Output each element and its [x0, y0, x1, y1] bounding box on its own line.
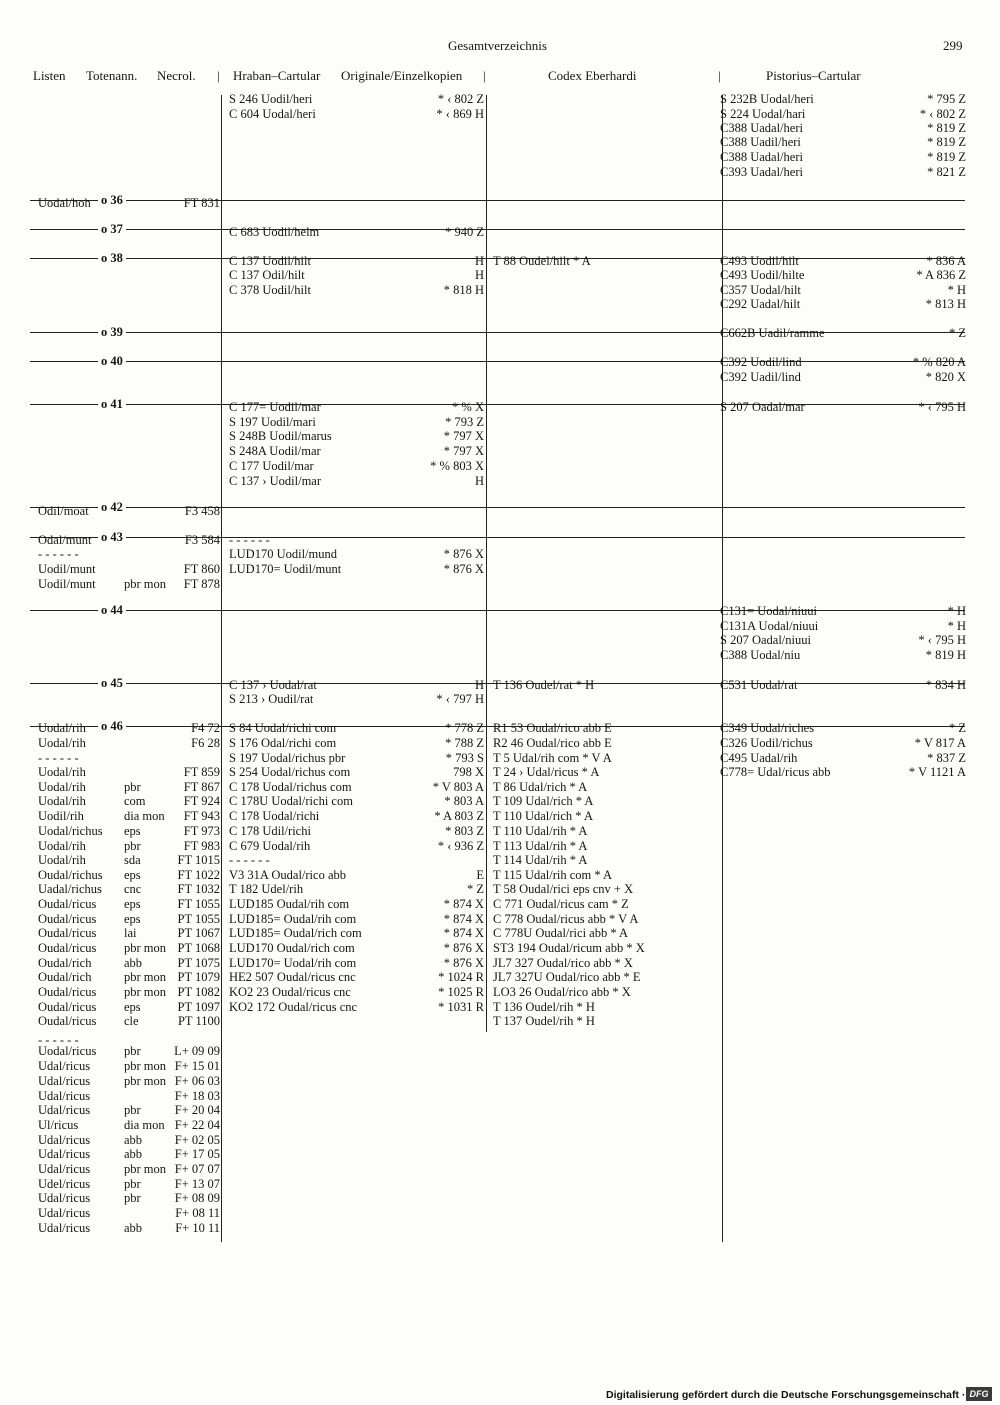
cell-b: pbr: [124, 1044, 141, 1058]
cell-h: * A 836 Z: [916, 268, 966, 282]
section-label: o 43: [98, 530, 126, 544]
cell-h: * Z: [948, 721, 966, 735]
cell-a: Udal/ricus: [38, 1103, 91, 1117]
cell-c: FT 1022: [177, 868, 220, 882]
cell-f: C 778U Oudal/rici abb * A: [493, 926, 629, 940]
cell-d: LUD185 Oudal/rih com: [229, 897, 350, 911]
cell-e: * 876 X: [443, 956, 484, 970]
column-header-listen: Listen: [33, 68, 66, 83]
cell-h: * 821 Z: [927, 165, 966, 179]
cell-e: * 940 Z: [445, 225, 484, 239]
cell-e: * 874 X: [443, 926, 484, 940]
cell-a: Udel/ricus: [38, 1177, 91, 1191]
cell-h: * H: [947, 619, 966, 633]
cell-h: * % 820 A: [912, 355, 966, 369]
cell-d: LUD185= Oudal/rich com: [229, 926, 362, 940]
cell-f: T 115 Udal/rih com * A: [493, 868, 613, 882]
cell-d: - - - - - -: [229, 853, 270, 867]
cell-b: abb: [124, 956, 143, 970]
column-rule: [486, 95, 487, 1032]
cell-e: * 778 Z: [445, 721, 484, 735]
cell-g: C388 Uodal/niu: [720, 648, 801, 662]
cell-b: eps: [124, 824, 141, 838]
column-separator: |: [483, 68, 486, 83]
cell-g: C778= Udal/ricus abb: [720, 765, 831, 779]
cell-b: com: [124, 794, 146, 808]
cell-h: * 813 H: [925, 297, 966, 311]
cell-g: C388 Uadal/heri: [720, 150, 803, 164]
cell-c: PT 1079: [177, 970, 220, 984]
section-label: o 42: [98, 500, 126, 514]
cell-b: pbr mon: [124, 1074, 167, 1088]
cell-g: C326 Uodil/richus: [720, 736, 813, 750]
cell-f: T 5 Udal/rih com * V A: [493, 751, 612, 765]
cell-h: * 837 Z: [927, 751, 966, 765]
cell-c: FT 867: [183, 780, 220, 794]
cell-e: * A 803 Z: [434, 809, 484, 823]
cell-c: FT 973: [183, 824, 220, 838]
section-rule: [30, 200, 965, 201]
cell-h: * V 817 A: [914, 736, 966, 750]
cell-c: F+ 18 03: [174, 1089, 220, 1103]
cell-c: F+ 08 09: [174, 1191, 220, 1205]
column-header-codex-eberhardi: Codex Eberhardi: [548, 68, 637, 83]
cell-c: PT 1075: [177, 956, 220, 970]
cell-d: LUD170= Uodal/rih com: [229, 956, 357, 970]
cell-e: * 793 S: [445, 751, 484, 765]
cell-c: F3 584: [184, 533, 220, 547]
column-rule: [221, 95, 222, 1242]
cell-e: * % 803 X: [430, 459, 484, 473]
cell-c: L+ 09 09: [174, 1044, 220, 1058]
cell-a: Uodil/munt: [38, 577, 96, 591]
cell-f: T 24 › Udal/ricus * A: [493, 765, 600, 779]
cell-d: C 378 Uodil/hilt: [229, 283, 311, 297]
cell-c: F+ 17 05: [174, 1147, 220, 1161]
cell-e: H: [474, 678, 484, 692]
cell-f: T 114 Udal/rih * A: [493, 853, 588, 867]
cell-f: R2 46 Oudal/rico abb E: [493, 736, 612, 750]
cell-a: Odil/moat: [38, 504, 89, 518]
cell-c: F+ 06 03: [174, 1074, 220, 1088]
cell-d: LUD170= Uodil/munt: [229, 562, 342, 576]
cell-f: T 86 Udal/rich * A: [493, 780, 588, 794]
cell-a: Oudal/ricus: [38, 941, 97, 955]
cell-d: S 176 Odal/richi com: [229, 736, 337, 750]
cell-a: Ul/ricus: [38, 1118, 79, 1132]
cell-h: * ‹ 802 Z: [919, 107, 966, 121]
cell-d: LUD170 Uodil/mund: [229, 547, 337, 561]
cell-b: cle: [124, 1014, 139, 1028]
cell-e: * 797 X: [443, 429, 484, 443]
section-label: o 39: [98, 325, 126, 339]
column-separator: |: [718, 68, 721, 83]
cell-d: C 137 › Uodal/rat: [229, 678, 317, 692]
cell-d: KO2 23 Oudal/ricus cnc: [229, 985, 351, 999]
cell-b: pbr mon: [124, 970, 167, 984]
cell-h: * 795 Z: [927, 92, 966, 106]
page-title: Gesamtverzeichnis: [448, 38, 547, 53]
cell-g: C493 Uodil/hilte: [720, 268, 805, 282]
cell-e: * 803 Z: [445, 824, 484, 838]
cell-d: - - - - - -: [229, 533, 270, 547]
cell-c: F+ 02 05: [174, 1133, 220, 1147]
section-rule: [30, 537, 965, 538]
cell-h: * 819 H: [925, 648, 966, 662]
column-header-necrol: Necrol.: [157, 68, 196, 83]
cell-e: * 876 X: [443, 941, 484, 955]
cell-g: C392 Uadil/lind: [720, 370, 801, 384]
cell-d: C 178 Uodal/richus com: [229, 780, 352, 794]
cell-a: Oudal/rich: [38, 970, 92, 984]
cell-g: C131= Uodal/niuui: [720, 604, 817, 618]
cell-e: * 788 Z: [445, 736, 484, 750]
cell-d: S 254 Uodal/richus com: [229, 765, 351, 779]
cell-a: Oudal/ricus: [38, 926, 97, 940]
cell-d: S 84 Uodal/richi com: [229, 721, 337, 735]
cell-b: eps: [124, 897, 141, 911]
cell-c: FT 860: [183, 562, 220, 576]
cell-f: T 113 Udal/rih * A: [493, 839, 588, 853]
cell-d: S 248A Uodil/mar: [229, 444, 321, 458]
cell-c: F+ 22 04: [174, 1118, 220, 1132]
cell-c: FT 924: [183, 794, 220, 808]
section-rule: [30, 361, 965, 362]
cell-a: Oudal/ricus: [38, 1000, 97, 1014]
cell-h: * V 1121 A: [908, 765, 966, 779]
cell-e: * 876 X: [443, 562, 484, 576]
cell-a: Oudal/ricus: [38, 897, 97, 911]
cell-e: * 874 X: [443, 897, 484, 911]
cell-a: Udal/ricus: [38, 1162, 91, 1176]
cell-b: pbr mon: [124, 1162, 167, 1176]
cell-b: pbr: [124, 839, 141, 853]
cell-d: C 137 Uodil/hilt: [229, 254, 311, 268]
cell-e: H: [474, 254, 484, 268]
cell-c: F+ 13 07: [174, 1177, 220, 1191]
cell-e: * 1024 R: [438, 970, 484, 984]
section-label: o 45: [98, 676, 126, 690]
dfg-logo: DFG: [966, 1387, 992, 1401]
cell-a: Oudal/ricus: [38, 912, 97, 926]
cell-c: FT 831: [183, 196, 220, 210]
cell-d: HE2 507 Oudal/ricus cnc: [229, 970, 356, 984]
cell-h: * ‹ 795 H: [918, 400, 966, 414]
cell-c: PT 1097: [177, 1000, 220, 1014]
cell-c: F+ 10 11: [175, 1221, 220, 1235]
cell-e: * 876 X: [443, 547, 484, 561]
cell-a: Udal/ricus: [38, 1147, 91, 1161]
cell-h: * 836 A: [926, 254, 966, 268]
cell-c: PT 1082: [177, 985, 220, 999]
cell-b: abb: [124, 1221, 143, 1235]
cell-a: Uadal/richus: [38, 882, 102, 896]
cell-h: * H: [947, 283, 966, 297]
cell-c: FT 1032: [177, 882, 220, 896]
cell-e: * ‹ 802 Z: [437, 92, 484, 106]
cell-d: C 137 › Uodil/mar: [229, 474, 322, 488]
cell-c: FT 859: [183, 765, 220, 779]
cell-a: Udal/ricus: [38, 1059, 91, 1073]
section-label: o 37: [98, 222, 126, 236]
footer-credit: Digitalisierung gefördert durch die Deutsche Forschungsgemeinschaft ·: [606, 1389, 966, 1401]
cell-a: Udal/ricus: [38, 1089, 91, 1103]
cell-b: pbr mon: [124, 577, 167, 591]
cell-f: T 137 Oudel/rih * H: [493, 1014, 595, 1028]
cell-f: T 136 Oudel/rat * H: [493, 678, 595, 692]
cell-g: S 224 Uodal/hari: [720, 107, 806, 121]
cell-b: pbr mon: [124, 985, 167, 999]
cell-b: lai: [124, 926, 137, 940]
cell-c: F+ 15 01: [174, 1059, 220, 1073]
cell-f: ST3 194 Oudal/ricum abb * X: [493, 941, 645, 955]
cell-d: C 178 Uodal/richi: [229, 809, 320, 823]
cell-d: C 604 Uodal/heri: [229, 107, 316, 121]
cell-a: Udal/ricus: [38, 1074, 91, 1088]
cell-g: C393 Uadal/heri: [720, 165, 803, 179]
cell-e: * % X: [452, 400, 484, 414]
cell-f: T 88 Oudel/hilt * A: [493, 254, 591, 268]
cell-a: Odal/munt: [38, 533, 92, 547]
cell-b: abb: [124, 1147, 143, 1161]
cell-c: FT 983: [183, 839, 220, 853]
cell-e: * 797 X: [443, 444, 484, 458]
cell-e: * ‹ 797 H: [436, 692, 484, 706]
cell-b: pbr: [124, 1103, 141, 1117]
cell-c: FT 943: [183, 809, 220, 823]
cell-b: pbr mon: [124, 941, 167, 955]
cell-d: S 248B Uodil/marus: [229, 429, 332, 443]
cell-g: C388 Uadil/heri: [720, 135, 801, 149]
cell-a: Uodal/rih: [38, 721, 86, 735]
cell-e: H: [474, 268, 484, 282]
cell-e: * Z: [466, 882, 484, 896]
section-rule: [30, 507, 965, 508]
cell-e: * 818 H: [443, 283, 484, 297]
cell-h: * 820 X: [925, 370, 966, 384]
cell-b: cnc: [124, 882, 142, 896]
cell-h: * ‹ 795 H: [918, 633, 966, 647]
cell-e: * ‹ 869 H: [436, 107, 484, 121]
cell-d: S 246 Uodil/heri: [229, 92, 313, 106]
cell-c: F+ 08 11: [175, 1206, 220, 1220]
cell-c: F6 28: [191, 736, 220, 750]
cell-a: Oudal/ricus: [38, 985, 97, 999]
cell-c: F3 458: [184, 504, 220, 518]
cell-a: Oudal/richus: [38, 868, 103, 882]
cell-f: LO3 26 Oudal/rico abb * X: [493, 985, 631, 999]
cell-d: C 178U Uodal/richi com: [229, 794, 353, 808]
cell-g: S 232B Uodal/heri: [720, 92, 814, 106]
cell-a: - - - - - -: [38, 547, 79, 561]
cell-g: C531 Uodal/rat: [720, 678, 798, 692]
cell-b: pbr: [124, 1177, 141, 1191]
cell-a: Uodil/rih: [38, 809, 84, 823]
cell-f: R1 53 Oudal/rico abb E: [493, 721, 612, 735]
cell-d: S 213 › Oudil/rat: [229, 692, 314, 706]
cell-e: * 1031 R: [438, 1000, 484, 1014]
cell-c: PT 1068: [177, 941, 220, 955]
cell-h: * H: [947, 604, 966, 618]
column-header-originale: Originale/Einzelkopien: [341, 68, 463, 83]
cell-g: S 207 Oadal/mar: [720, 400, 805, 414]
section-rule: [30, 404, 965, 405]
cell-e: E: [476, 868, 484, 882]
section-label: o 36: [98, 193, 126, 207]
cell-a: - - - - - -: [38, 751, 79, 765]
cell-a: Uodal/rih: [38, 794, 86, 808]
cell-g: C292 Uadal/hilt: [720, 297, 801, 311]
cell-b: eps: [124, 1000, 141, 1014]
cell-d: T 182 Udel/rih: [229, 882, 304, 896]
cell-e: * 803 A: [444, 794, 484, 808]
cell-b: pbr: [124, 780, 141, 794]
page-number: 299: [943, 38, 963, 53]
cell-b: eps: [124, 912, 141, 926]
cell-f: T 58 Oudal/rici eps cnv + X: [493, 882, 634, 896]
cell-g: C392 Uodil/lind: [720, 355, 802, 369]
cell-e: 798 X: [453, 765, 484, 779]
cell-e: * 874 X: [443, 912, 484, 926]
cell-d: V3 31A Oudal/rico abb: [229, 868, 346, 882]
cell-b: abb: [124, 1133, 143, 1147]
cell-e: H: [474, 474, 484, 488]
cell-g: C357 Uodal/hilt: [720, 283, 801, 297]
cell-g: C493 Uodil/hilt: [720, 254, 799, 268]
cell-g: C495 Uadal/rih: [720, 751, 798, 765]
cell-a: Uodal/ricus: [38, 1044, 97, 1058]
section-label: o 38: [98, 251, 126, 265]
cell-f: T 136 Oudel/rih * H: [493, 1000, 595, 1014]
section-rule: [30, 610, 965, 611]
column-header-totenann: Totenann.: [86, 68, 138, 83]
cell-a: Uodal/rih: [38, 765, 86, 779]
cell-d: S 197 Uodal/richus pbr: [229, 751, 346, 765]
cell-f: C 771 Oudal/ricus cam * Z: [493, 897, 629, 911]
cell-g: C131A Uodal/niuui: [720, 619, 819, 633]
cell-d: S 197 Uodil/mari: [229, 415, 316, 429]
cell-g: S 207 Oadal/niuui: [720, 633, 811, 647]
cell-e: * 793 Z: [445, 415, 484, 429]
column-header-hraban-cartular: Hraban–Cartular: [233, 68, 321, 83]
cell-c: PT 1067: [177, 926, 220, 940]
cell-c: FT 878: [183, 577, 220, 591]
cell-a: Uodal/rih: [38, 780, 86, 794]
cell-d: LUD170 Oudal/rich com: [229, 941, 355, 955]
section-rule: [30, 229, 965, 230]
cell-a: Uodal/rih: [38, 839, 86, 853]
cell-c: F4 72: [191, 721, 220, 735]
cell-a: Oudal/rich: [38, 956, 92, 970]
section-label: o 44: [98, 603, 126, 617]
cell-g: C662B Uadil/ramme: [720, 326, 825, 340]
cell-d: LUD185= Oudal/rih com: [229, 912, 357, 926]
column-separator: |: [217, 68, 220, 83]
column-header-pistorius-cartular: Pistorius–Cartular: [766, 68, 861, 83]
cell-e: * 1025 R: [438, 985, 484, 999]
cell-a: Uodal/hoh: [38, 196, 91, 210]
cell-d: KO2 172 Oudal/ricus cnc: [229, 1000, 358, 1014]
cell-f: T 110 Udal/rih * A: [493, 824, 588, 838]
section-label: o 40: [98, 354, 126, 368]
cell-b: dia mon: [124, 809, 165, 823]
cell-d: C 683 Uodil/helm: [229, 225, 320, 239]
cell-d: C 177= Uodil/mar: [229, 400, 321, 414]
cell-c: FT 1055: [177, 897, 220, 911]
cell-g: C388 Uadal/heri: [720, 121, 803, 135]
cell-a: Uodal/rih: [38, 736, 86, 750]
cell-e: * ‹ 936 Z: [437, 839, 484, 853]
cell-a: Uodil/munt: [38, 562, 96, 576]
cell-a: Uodal/richus: [38, 824, 103, 838]
cell-d: C 137 Odil/hilt: [229, 268, 305, 282]
cell-b: pbr mon: [124, 1059, 167, 1073]
cell-f: JL7 327 Oudal/rico abb * X: [493, 956, 633, 970]
cell-b: dia mon: [124, 1118, 165, 1132]
cell-h: * 819 Z: [927, 121, 966, 135]
cell-a: Udal/ricus: [38, 1221, 91, 1235]
cell-f: JL7 327U Oudal/rico abb * E: [493, 970, 641, 984]
cell-f: T 109 Udal/rich * A: [493, 794, 594, 808]
cell-b: eps: [124, 868, 141, 882]
cell-a: Oudal/ricus: [38, 1014, 97, 1028]
cell-h: * Z: [948, 326, 966, 340]
cell-a: Udal/ricus: [38, 1191, 91, 1205]
cell-f: T 110 Udal/rich * A: [493, 809, 593, 823]
cell-d: C 679 Uodal/rih: [229, 839, 311, 853]
cell-a: Uodal/rih: [38, 853, 86, 867]
cell-a: - - - - - -: [38, 1033, 79, 1047]
cell-a: Udal/ricus: [38, 1133, 91, 1147]
section-label: o 41: [98, 397, 126, 411]
cell-c: F+ 20 04: [174, 1103, 220, 1117]
cell-b: pbr: [124, 1191, 141, 1205]
cell-g: C349 Uodal/riches: [720, 721, 815, 735]
cell-e: * V 803 A: [432, 780, 484, 794]
cell-c: PT 1100: [177, 1014, 220, 1028]
cell-b: sda: [124, 853, 141, 867]
cell-c: FT 1015: [177, 853, 220, 867]
cell-c: PT 1055: [177, 912, 220, 926]
cell-f: C 778 Oudal/ricus abb * V A: [493, 912, 639, 926]
cell-h: * 834 H: [925, 678, 966, 692]
cell-d: C 178 Udil/richi: [229, 824, 311, 838]
section-label: o 46: [98, 719, 126, 733]
cell-h: * 819 Z: [927, 150, 966, 164]
cell-a: Udal/ricus: [38, 1206, 91, 1220]
cell-d: C 177 Uodil/mar: [229, 459, 314, 473]
cell-c: F+ 07 07: [174, 1162, 220, 1176]
cell-h: * 819 Z: [927, 135, 966, 149]
